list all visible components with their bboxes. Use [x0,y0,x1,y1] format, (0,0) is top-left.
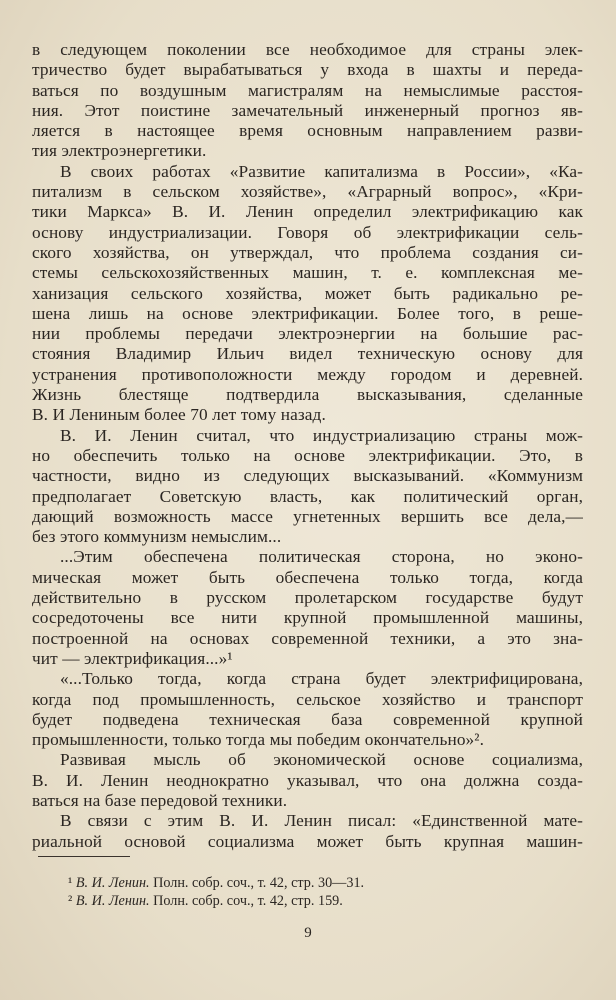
text-line: ваться по воздушным магистралям на немыслимые расстоя- [32,80,583,100]
text-line: ...Этим обеспечена политическая сторона, но эконо- [60,547,583,567]
footnote-2 [68,892,568,910]
text-line: ского хозяйства, он утверждал, что проблема создания си- [32,242,583,262]
text-line: частности, видно из следующих высказываний. «Коммунизм [32,466,583,486]
text-line: В. И. Ленин считал, что индустриализацию страны мож- [60,425,583,445]
text-line: В. И. Ленин неоднократно указывал, что она должна созда- [32,770,583,790]
page-number: 9 [304,925,312,941]
text-line: Жизнь блестяще подтвердила высказывания, сделанные [32,385,583,405]
text-line: ния. Этот поистине замечательный инженерный прогноз яв- [32,100,583,120]
text-line: действительно в русском пролетарском государстве будут [32,588,583,608]
text-line: предполагает Советскую власть, как политический орган, [32,486,583,506]
text-line: будет подведена техническая база современной крупной [32,709,583,729]
text-line: построенной на основах современной техники, а это зна- [32,628,583,648]
text-line: основу индустриализации. Говоря об электрификации сель- [32,222,583,242]
text-line: тия электроэнергетики. [32,141,207,161]
text-line: промышленности, только тогда мы победим окончательно»². [32,730,484,750]
text-line: шена лишь на основе электрификации. Более того, в реше- [32,303,583,323]
text-line: «...Только тогда, когда страна будет электрифицирована, [60,669,583,689]
text-line: тики Маркса» В. И. Ленин определил электрификацию как [32,202,583,222]
text-line: чит — электрификация...»¹ [32,648,233,668]
text-line: стемы сельскохозяйственных машин, т. е. комплексная ме- [32,263,583,283]
text-line: Развивая мысль об экономической основе социализма, [60,750,583,770]
text-line: ханизация сельского хозяйства, может быть радикально ре- [32,283,583,303]
text-line: тричество будет вырабатываться у входа в шахты и переда- [32,60,583,80]
footnote-marker: ² [68,893,73,909]
footnote-citation: Полн. собр. соч., т. 42, стр. 159. [153,893,343,909]
footnote-author: В. И. Ленин. [75,893,150,909]
text-line: риальной основой социализма может быть крупная машин- [32,831,583,851]
text-line: но обеспечить только на основе электрификации. Это, в [32,445,583,465]
text-line: В. И Лениным более 70 лет тому назад. [32,405,326,425]
body-text [32,40,583,852]
text-line: мическая может быть обеспечена только тогда, когда [32,567,583,587]
text-line: устранения противоположности между городом и деревней. [32,364,583,384]
text-line: в следующем поколении все необходимое для страны элек- [32,40,583,59]
footnote-1 [68,874,568,892]
text-line: дающий возможность массе угнетенных вершить все дела,— [32,506,583,526]
text-line: В своих работах «Развитие капитализма в России», «Ка- [60,161,583,181]
footnote-citation: Полн. собр. соч., т. 42, стр. 30—31. [153,875,365,891]
footnote-author: В. И. Ленин. [75,875,150,891]
text-line: без этого коммунизм немыслим... [32,527,282,547]
text-line: ваться на базе передовой техники. [32,790,288,810]
text-line: стояния Владимир Ильич видел техническую основу для [32,344,583,364]
text-line: питализм в сельском хозяйстве», «Аграрный вопрос», «Кри- [32,182,583,202]
footnote-separator [38,856,130,857]
footnotes [68,874,568,910]
footnote-marker: ¹ [68,875,73,891]
text-line: сосредоточены все нити крупной промышленной машины, [32,608,583,628]
text-line: В связи с этим В. И. Ленин писал: «Единственной мате- [60,811,583,831]
text-line: ляется в настоящее время основным направлением разви- [32,121,583,141]
text-line: когда под промышленность, сельское хозяйство и транспорт [32,689,583,709]
text-line: нии проблемы передачи электроэнергии на большие рас- [32,324,583,344]
